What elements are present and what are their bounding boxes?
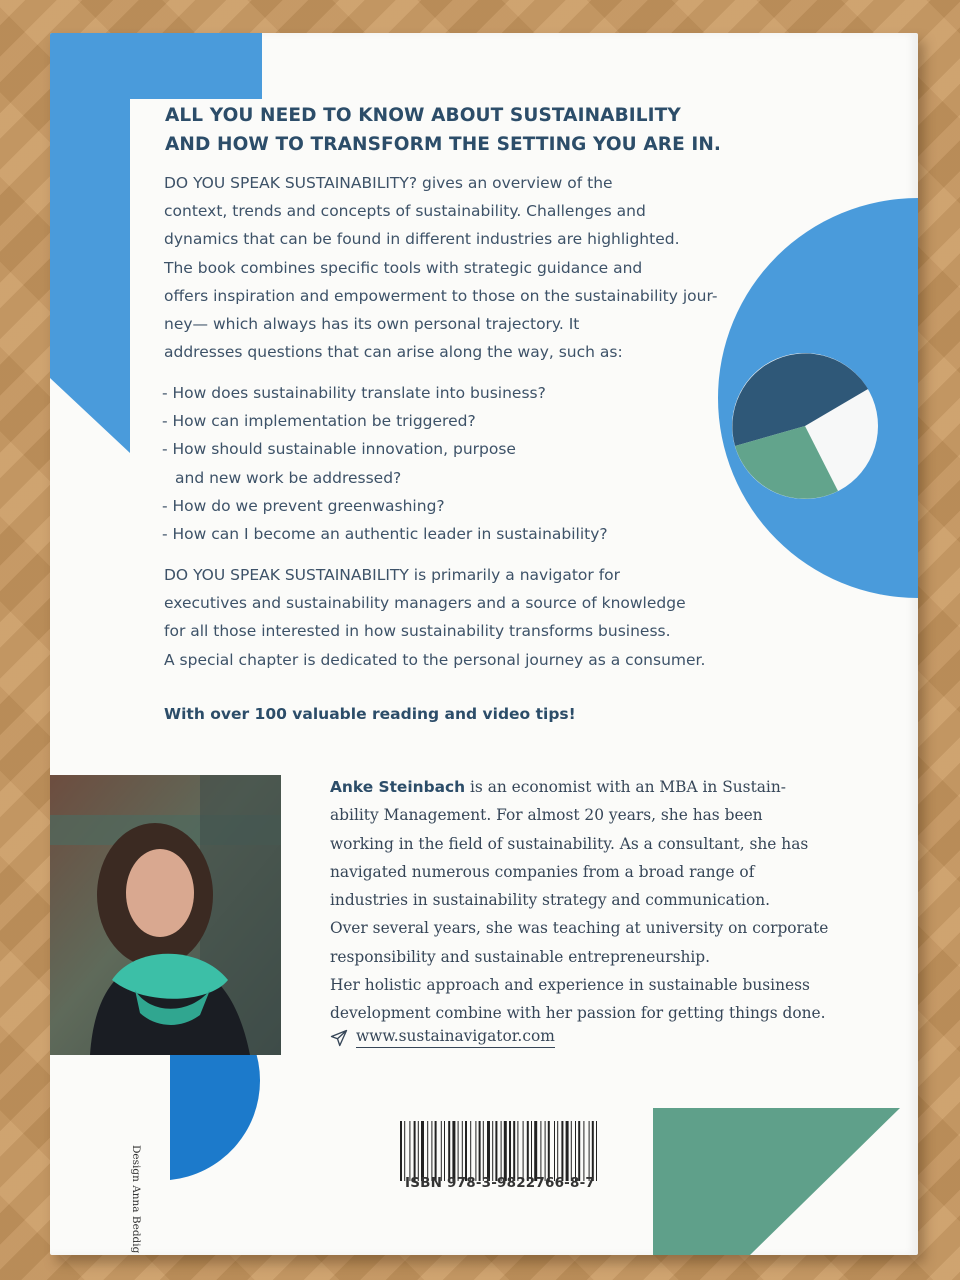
summary-line: A special chapter is dedicated to the personal journey as a consumer.: [164, 650, 706, 669]
barcode-bar: [479, 1121, 481, 1181]
barcode-bar: [540, 1121, 541, 1181]
barcode-bar: [545, 1121, 546, 1181]
tips-note: With over 100 valuable reading and video tips!: [164, 705, 576, 723]
barcode-bar: [492, 1121, 493, 1181]
question-text: - How does sustainability translate into business?: [162, 384, 546, 402]
paper-plane-icon: [330, 1029, 348, 1047]
question-text: and new work be addressed?: [175, 468, 402, 487]
barcode-bar: [441, 1121, 442, 1181]
list-item: [162, 492, 608, 520]
author-name: Anke Steinbach: [330, 778, 466, 796]
barcode-bar: [501, 1121, 502, 1181]
barcode-bar: [414, 1121, 416, 1181]
headline: [165, 101, 721, 159]
barcode-bar: [409, 1121, 410, 1181]
intro-paragraph: [164, 169, 804, 366]
barcode-bar: [487, 1121, 490, 1181]
barcode-bar: [418, 1121, 419, 1181]
barcode-bar: [444, 1121, 445, 1181]
barcode-bar: [571, 1121, 572, 1181]
intro-line: addresses questions that can arise along the way, such as:: [164, 343, 623, 362]
bio-line: navigated numerous companies from a broad range of: [330, 862, 755, 881]
barcode-bar: [592, 1121, 594, 1181]
bio-line: industries in sustainability strategy and communication.: [330, 891, 771, 910]
list-item: [162, 435, 608, 491]
barcode-bar: [495, 1121, 497, 1181]
website-link[interactable]: [330, 1027, 555, 1048]
intro-line: The book combines specific tools with strategic guidance and: [164, 258, 643, 277]
barcode-bar: [548, 1121, 550, 1181]
list-item: [162, 520, 608, 548]
barcode-bar: [404, 1121, 405, 1181]
intro-line: DO YOU SPEAK SUSTAINABILITY? gives an overview of the: [164, 174, 613, 192]
bio-line: responsibility and sustainable entrepreneurship.: [330, 947, 711, 966]
summary-line: for all those interested in how sustainability transforms business.: [164, 622, 671, 641]
book-back-cover: [50, 33, 918, 1255]
barcode-bar: [431, 1121, 432, 1181]
intro-line: offers inspiration and empowerment to those on the sustainability jour-: [164, 286, 718, 305]
design-credit: Design Anna Beddig: [130, 1145, 142, 1254]
author-photo: [50, 775, 281, 1055]
green-triangle-shape: [653, 1108, 900, 1255]
website-url[interactable]: www.sustainavigator.com: [356, 1027, 555, 1048]
barcode-bar: [557, 1121, 558, 1181]
question-text: - How can implementation be triggered?: [162, 412, 476, 431]
question-text: - How should sustainable innovation, purpose: [162, 440, 516, 459]
bio-line: Over several years, she was teaching at university on corporate: [330, 919, 829, 938]
summary-line: DO YOU SPEAK SUSTAINABILITY is primarily a navigator for: [164, 566, 621, 584]
list-item: [162, 407, 608, 435]
barcode-bar: [531, 1121, 532, 1181]
intro-line: context, trends and concepts of sustainability. Challenges and: [164, 202, 646, 221]
barcode-bar: [523, 1121, 524, 1181]
author-bio: [330, 773, 850, 1028]
barcode-bar: [527, 1121, 529, 1181]
bio-line: development combine with her passion for getting things done.: [330, 1004, 826, 1023]
headline-line-2: AND HOW TO TRANSFORM THE SETTING YOU ARE IN.: [165, 134, 722, 155]
barcode-bar: [427, 1121, 428, 1181]
question-list: [162, 379, 608, 548]
barcode-bar: [596, 1121, 597, 1181]
barcode-bar: [575, 1121, 576, 1181]
barcode-bar: [534, 1121, 537, 1181]
barcode-bar: [504, 1121, 507, 1181]
question-text: - How can I become an authentic leader in sustainability?: [162, 525, 608, 544]
barcode-bar: [513, 1121, 515, 1181]
bio-line: ability Management. For almost 20 years, she has been: [330, 806, 763, 825]
barcode-bar: [421, 1121, 424, 1181]
question-text: - How do we prevent greenwashing?: [162, 496, 445, 515]
barcode-bar: [554, 1121, 555, 1181]
bio-text: is an economist with an MBA in Sustain-: [465, 778, 786, 796]
barcode-bar: [435, 1121, 437, 1181]
barcode-bar: [566, 1121, 569, 1181]
barcode-bar: [583, 1121, 584, 1181]
barcode-bar: [517, 1121, 518, 1181]
barcode-bar: [509, 1121, 511, 1181]
summary-paragraph: [164, 561, 804, 674]
barcode-bar: [561, 1121, 563, 1181]
list-item: [162, 379, 608, 407]
barcode-bar: [458, 1121, 459, 1181]
summary-line: executives and sustainability managers and a source of knowledge: [164, 594, 686, 613]
bio-line: working in the field of sustainability. As a consultant, she has: [330, 834, 809, 853]
barcode-bar: [578, 1121, 580, 1181]
intro-line: ney— which always has its own personal trajectory. It: [164, 315, 580, 334]
barcode-bar: [589, 1121, 590, 1181]
barcode-bar: [400, 1121, 402, 1181]
barcode-bar: [448, 1121, 450, 1181]
barcode-bar: [475, 1121, 476, 1181]
bio-line: Her holistic approach and experience in sustainable business: [330, 976, 810, 995]
barcode-bar: [470, 1121, 471, 1181]
bio-line: [330, 773, 850, 801]
intro-line: dynamics that can be found in different industries are highlighted.: [164, 230, 680, 249]
barcode-bar: [483, 1121, 484, 1181]
headline-line-1: ALL YOU NEED TO KNOW ABOUT SUSTAINABILITY: [165, 105, 681, 126]
barcode-bar: [452, 1121, 455, 1181]
isbn-number: ISBN 978-3-9822766-8-7: [405, 1175, 595, 1191]
pie-circle-graphic: [730, 351, 880, 501]
barcode-bar: [465, 1121, 467, 1181]
barcode-bar: [462, 1121, 463, 1181]
